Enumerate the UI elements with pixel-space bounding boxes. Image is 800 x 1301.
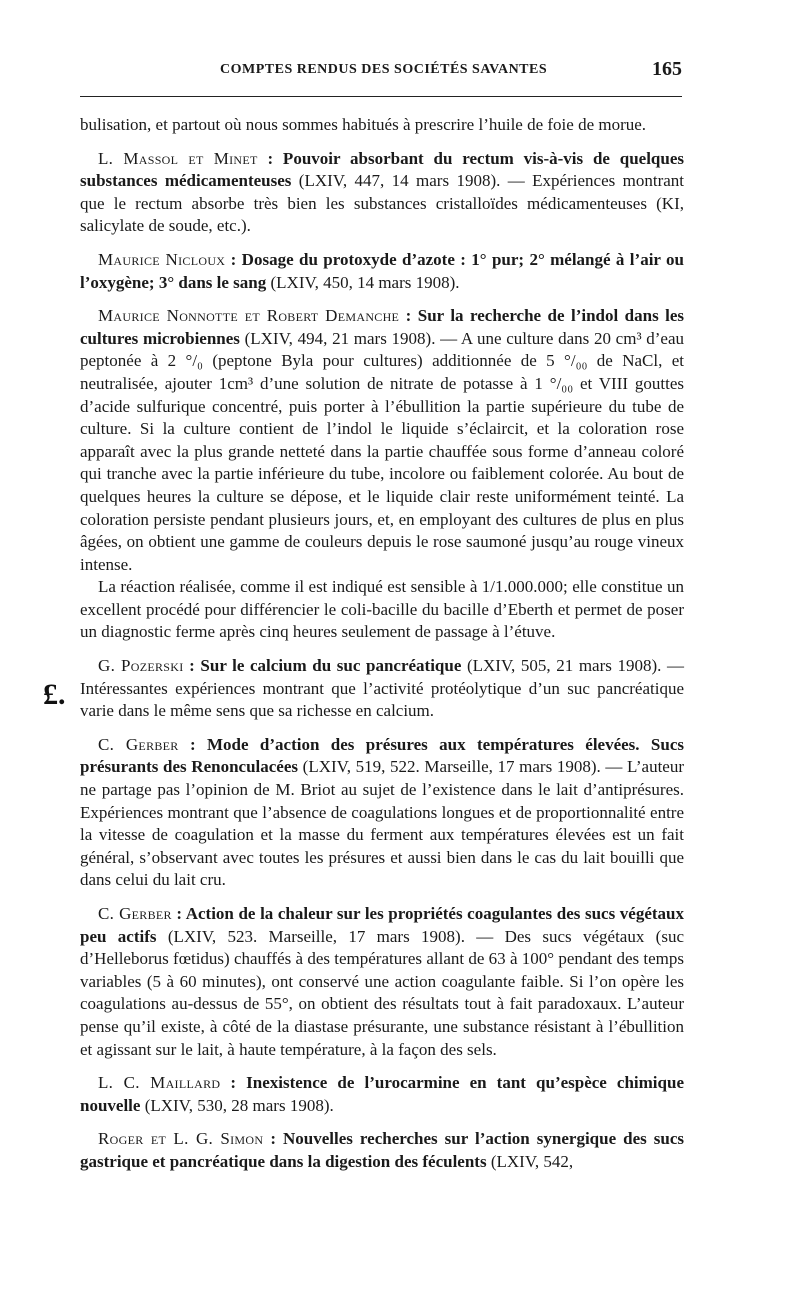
abstract-entry-nonnotte bbox=[80, 305, 684, 576]
abstract-entry-nonnotte-continued: La réaction réalisée, comme il est indiqué est sensible à 1/1.000.000; elle constitue un excellent procédé pour différencier le coli-bacille du bacille d’Eberth et permet de poser un diagnostic ferme après cinq heures seulement de passage à l’étuve. bbox=[80, 577, 684, 642]
document-body bbox=[80, 114, 684, 1185]
entry-text: (LXIV, 494, 21 mars 1908). — A une culture dans 20 cm³ d’eau peptonée à 2 °/₀ (peptone Byla pour cultures) additionnée de 5 °/₀₀ de NaCl, et neutralisée, ajouter 1cm³ d’une solution de nitrate de potasse à 1 °/₀₀ et VIII gouttes d’acide sulfurique concentré, puis porter à l’ébullition la partie supérieure du tube de culture. Si la culture contient de l’indol le liquide s’éclaircit, et la coloration rose apparaît avec la plus grande netteté dans la partie chauffée sous forme d’anneau coloré qui tranche avec la partie inférieure du tube, incolore ou faiblement colorée. Au bout de quelques heures la culture se dépose, et le liquide clair reste uniformément teinté. La coloration persiste pendant plusieurs jours, et, en employant des cultures de plus en plus âgées, on obtient une gamme de couleurs depuis le rose saumoné jusqu’au rouge vineux intense. bbox=[80, 328, 684, 574]
abstract-entry-gerber-2 bbox=[80, 903, 684, 1061]
entry-text: (LXIV, 519, 522. Marseille, 17 mars 1908). — L’auteur ne partage pas l’opinion de M. Briot au sujet de l’existence dans le lait d’antiprésures. Expériences montrant que l’absence de coagulations longues et de proportionnalité entre la vitesse de coagulation et la masse du ferment aux températures élevées est un fait général, s’observant avec toutes les présures et aussi bien dans le cas du lait bouilli que dans celui du lait cru. bbox=[80, 757, 685, 890]
entry-title: : Pouvoir absorbant du rectum vis-à-vis de quelques substances médicamenteuses bbox=[80, 148, 684, 191]
entry-author: Maurice Nonnotte et Robert Demanche bbox=[98, 306, 400, 326]
entry-author: C. Gerber bbox=[98, 904, 172, 923]
entry-text: (LXIV, 447, 14 mars 1908). — Expériences montrant que le rectum absorbe très bien les substances cristalloïdes médicamenteuses (KI, salicylate de soude, etc.). bbox=[80, 171, 684, 236]
entry-title: : Nouvelles recherches sur l’action synergique des sucs gastrique et pancréatique dans la digestion des féculents bbox=[80, 1129, 684, 1171]
entry-author: Maurice Nicloux bbox=[98, 249, 226, 269]
entry-title: : Inexistence de l’urocarmine en tant qu’espèce chimique nouvelle bbox=[80, 1073, 684, 1115]
abstract-entry-gerber-1 bbox=[80, 734, 684, 892]
entry-text: (LXIV, 450, 14 mars 1908). bbox=[266, 272, 460, 292]
abstract-entry-maillard bbox=[80, 1072, 684, 1117]
entry-author: L. C. Maillard bbox=[98, 1073, 221, 1093]
entry-text: (LXIV, 542, bbox=[486, 1151, 574, 1171]
entry-text: (LXIV, 523. Marseille, 17 mars 1908). — Des sucs végétaux (suc d’Helleborus fœtidus) chauffés à des températures allant de 63 à 100° pendant des temps variables (5 à 60 minutes), ont conservé une action coagulante faible. Si l’on opère les coagulations au-dessus de 55°, on obtient des résultats tout à fait paradoxaux. L’auteur pense qu’il existe, à côté de la diastase présurante, une substance résistant à l’ébullition et agissant sur le lait, à haute température, à la façon des sels. bbox=[80, 926, 684, 1059]
entry-author: G. Pozerski bbox=[98, 656, 184, 676]
entry-text: (LXIV, 530, 28 mars 1908). bbox=[140, 1095, 334, 1115]
abstract-entry-massol bbox=[80, 148, 684, 238]
continuation-paragraph: bulisation, et partout où nous sommes habitués à prescrire l’huile de foie de morue. bbox=[80, 115, 647, 134]
page-number: 165 bbox=[652, 58, 682, 80]
header-rule bbox=[80, 96, 682, 97]
entry-author: C. Gerber bbox=[98, 734, 179, 754]
entry-title: : Dosage du protoxyde d’azote : 1° pur; 2° mélangé à l’air ou l’oxygène; 3° dans le sang bbox=[80, 249, 684, 292]
abstract-entry-roger-simon bbox=[80, 1128, 684, 1173]
entry-title: : Sur la recherche de l’indol dans les cultures microbiennes bbox=[80, 306, 685, 348]
abstract-entry-nicloux bbox=[80, 249, 684, 294]
running-title: COMPTES RENDUS DES SOCIÉTÉS SAVANTES bbox=[220, 62, 548, 77]
entry-title: : Mode d’action des présures aux températures élevées. Sucs présurants des Renonculacées bbox=[80, 734, 684, 777]
entry-author: Roger et L. G. Simon bbox=[98, 1129, 264, 1149]
entry-text: (LXIV, 505, 21 mars 1908). — Intéressantes expériences montrant que l’activité protéolytique d’un suc pancréatique varie dans le même sens que sa richesse en calcium. bbox=[80, 656, 684, 721]
entry-author: L. Massol et Minet bbox=[98, 148, 258, 168]
margin-annotation: £. bbox=[43, 678, 66, 711]
abstract-entry-pozerski bbox=[80, 655, 684, 723]
entry-title: : Action de la chaleur sur les propriétés coagulantes des sucs végétaux peu actifs bbox=[80, 904, 684, 946]
entry-title: : Sur le calcium du suc pancréatique bbox=[183, 656, 462, 676]
